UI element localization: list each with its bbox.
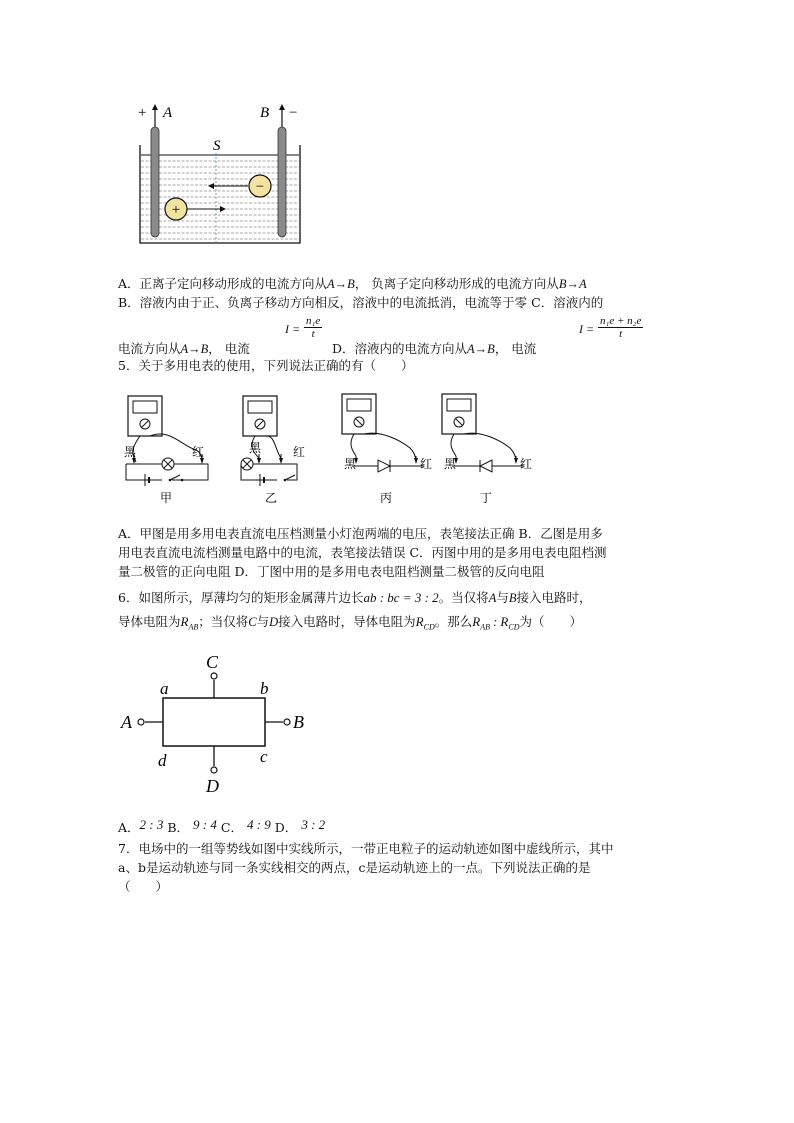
q4-option-b: B．溶液内由于正、负离子移动方向相反，溶液中的电流抵消，电流等于零 C．溶液内的 [118, 295, 604, 310]
metal-sheet-rect [163, 698, 265, 746]
svg-text:+: + [171, 202, 181, 218]
q4-option-a: A．正离子定向移动形成的电流方向从A→B， 负离子定向移动形成的电流方向从B→A [118, 276, 587, 291]
q5-options-line1: A．甲图是用多用电表直流电压档测量小灯泡两端的电压，表笔接法正确 B．乙图是用多 [118, 526, 603, 541]
metal-sheet-figure [118, 650, 318, 800]
q4-option-d: D．溶液内的电流方向从A→B， 电流 [332, 341, 537, 356]
plus-label: + [138, 105, 147, 121]
svg-text:b: b [260, 679, 269, 698]
svg-text:d: d [158, 751, 167, 770]
electrolysis-figure [130, 95, 320, 250]
svg-text:红: 红 [192, 445, 205, 459]
svg-text:c: c [260, 747, 268, 766]
svg-text:黑: 黑 [344, 457, 357, 471]
svg-text:黑: 黑 [444, 457, 457, 471]
svg-text:甲: 甲 [160, 491, 173, 505]
q6-line1: 6．如图所示，厚薄均匀的矩形金属薄片边长ab : bc = 3 : 2。当仅将A与B接入电路时， [118, 590, 592, 605]
q5-stem: 5．关于多用电表的使用，下列说法正确的有（ ） [118, 358, 414, 373]
q4-option-c-d: 电流方向从A→B， 电流 [118, 341, 250, 356]
svg-text:红: 红 [520, 457, 533, 471]
electrode-a-label: A [163, 105, 173, 121]
svg-text:黑: 黑 [124, 445, 137, 459]
svg-text:丙: 丙 [380, 491, 393, 505]
q7-line2: a、b是运动轨迹与同一条实线相交的两点，c是运动轨迹上的一点。下列说法正确的是 [118, 860, 591, 875]
electrode-a [151, 127, 159, 237]
figure-yi [241, 396, 305, 505]
q5-options-line3: 量二极管的正向电阻 D．丁图中用的是多用电表电阻档测量二极管的反向电阻 [118, 564, 545, 579]
svg-text:C: C [206, 652, 219, 672]
surface-s-label: S [213, 138, 221, 154]
figure-bing [342, 394, 432, 505]
q5-options-line2: 用电表直流电流档测量电路中的电流，表笔接法错误 C．丙图中用的是多用电表电阻档测 [118, 545, 607, 560]
svg-text:丁: 丁 [480, 491, 493, 505]
electrode-b [278, 127, 286, 237]
multimeter-figures [120, 390, 540, 510]
figure-ding [442, 394, 532, 505]
svg-text:D: D [206, 776, 219, 796]
q4-current-formula-1-lhs: I = [285, 322, 301, 336]
minus-label: − [289, 105, 298, 121]
q6-line2: 导体电阻为$R_{AB}$；当仅将C与D接入电路时，导体电阻为$R_{CD}$。那么$R_{AB}$ : $R_{CD}$为（ ） [118, 614, 583, 632]
electrode-b-label: B [260, 105, 270, 121]
svg-text:a: a [160, 679, 169, 698]
svg-text:黑: 黑 [249, 441, 262, 455]
q7-line1: 7．电场中的一组等势线如图中实线所示，一带正电粒子的运动轨迹如图中虚线所示，其中 [118, 841, 614, 856]
q6-options: A．2 : 3 B． 9 : 4 C． 4 : 9 D． 3 : 2 [118, 817, 326, 835]
q4-current-formula-2-lhs: I = [579, 322, 595, 336]
q7-line3: （ ） [118, 879, 169, 894]
svg-text:−: − [255, 179, 265, 195]
figure-jia [124, 396, 208, 505]
q4-current-formula-1: $\frac{\text{n₁e}}{t}$ [306, 315, 321, 340]
svg-text:红: 红 [293, 445, 306, 459]
svg-text:红: 红 [420, 457, 433, 471]
q4-current-formula-2: $\frac{\text{n₁e + n₂e}}{t}$ [600, 315, 642, 340]
svg-text:乙: 乙 [265, 491, 278, 505]
svg-text:B: B [293, 712, 304, 732]
svg-text:A: A [121, 712, 132, 732]
